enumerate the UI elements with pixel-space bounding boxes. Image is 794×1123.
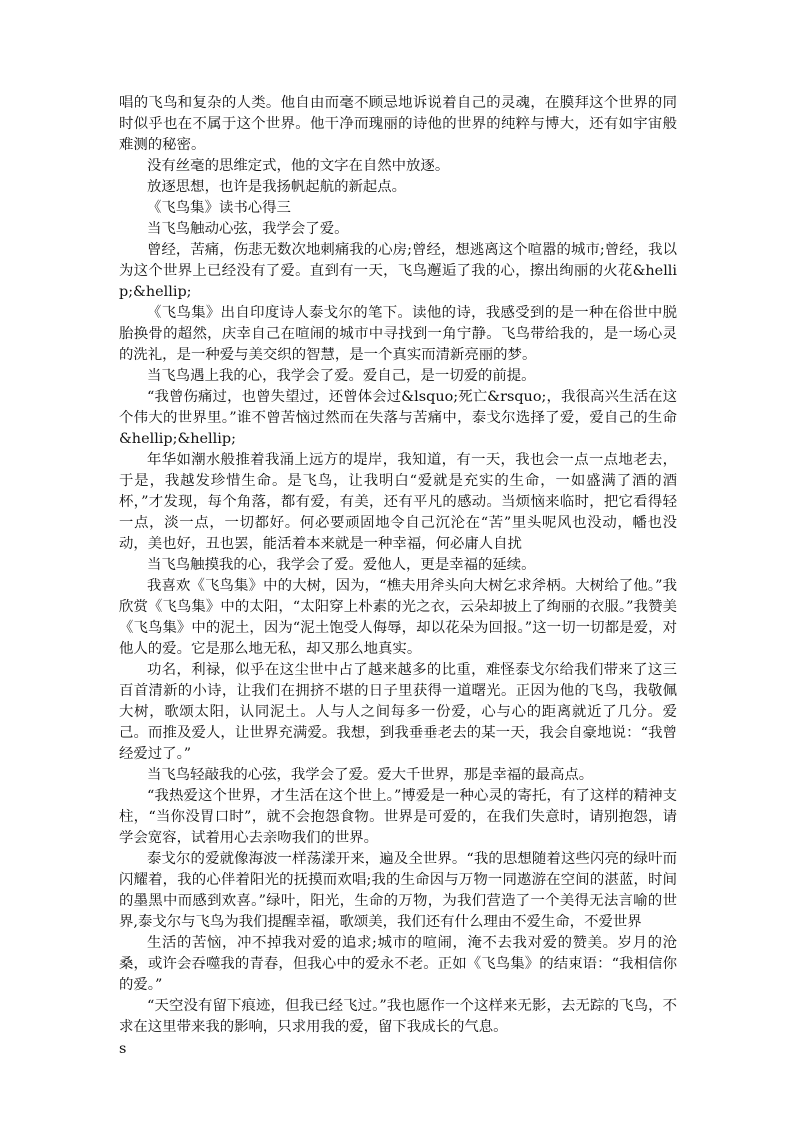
section-heading: 《飞鸟集》读书心得三 [147, 200, 291, 216]
paragraph: 泰戈尔的爱就像海波一样荡漾开来，遍及全世界。“我的思想随着这些闪亮的绿叶而闪耀着，我的心伴着阳光的抚摸而欢唱;我的生命因与万物一同遨游在空间的湛蓝，时间的墨黑中而感到欢喜。”绿叶，阳光，生命的万物，为我们营造了一个美得无法言喻的世界,泰戈尔与飞鸟为我们提醒幸福，歌颂美，我们还有什么理由不爱生命，不爱世界 [119, 851, 677, 930]
paragraph: 曾经，苦痛，伤悲无数次地刺痛我的心房;曾经，想逃离这个喧嚣的城市;曾经，我以为这个世界上已经没有了爱。直到有一天，飞鸟邂逅了我的心，擦出绚丽的火花&hellip;&hellip; [119, 242, 677, 300]
paragraph: 没有丝毫的思维定式，他的文字在自然中放逐。 [147, 158, 450, 174]
paragraph: 当飞鸟触摸我的心，我学会了爱。爱他人，更是幸福的延续。 [147, 557, 536, 573]
paragraph: 生活的苦恼，冲不掉我对爱的追求;城市的喧闹，淹不去我对爱的赞美。岁月的沧桑，或许会吞噬我的青春，但我心中的爱永不老。正如《飞鸟集》的结束语：“我相信你的爱。” [119, 935, 677, 993]
document-body [119, 93, 677, 1060]
paragraph: 当飞鸟轻敲我的心弦，我学会了爱。爱大千世界，那是幸福的最高点。 [147, 767, 594, 783]
paragraph: “我热爱这个世界，才生活在这个世上。”博爱是一种心灵的寄托，有了这样的精神支柱，“当你没胃口时”，就不会抱怨食物。世界是可爱的，在我们失意时，请别抱怨，请学会宽容，试着用心去亲吻我们的世界。 [119, 788, 677, 846]
paragraph: 当飞鸟触动心弦，我学会了爱。 [147, 221, 349, 237]
paragraph: 放逐思想，也许是我扬帆起航的新起点。 [147, 179, 407, 195]
paragraph: 年华如潮水般推着我涌上远方的堤岸，我知道，有一天，我也会一点一点地老去，于是，我越发珍惜生命。是飞鸟，让我明白“爱就是充实的生命，一如盛满了酒的酒杯，”才发现，每个角落，都有爱，有美，还有平凡的感动。当烦恼来临时，把它看得轻一点，淡一点，一切都好。何必要顽固地令自己沉沦在“苦”里头呢风也没动，幡也没动，美也好，丑也罢，能活着本来就是一种幸福，何必庸人自扰 [119, 452, 677, 552]
paragraph: 功名，利禄，似乎在这尘世中占了越来越多的比重，难怪泰戈尔给我们带来了这三百首清新的小诗，让我们在拥挤不堪的日子里获得一道曙光。正因为他的飞鸟，我敬佩大树，歌颂太阳，认同泥土。人与人之间每多一份爱，心与心的距离就近了几分。爱己。而推及爱人，让世界充满爱。我想，到我垂垂老去的某一天，我会自豪地说：“我曾经爱过了。” [119, 662, 677, 762]
paragraph-intro-continuation: 唱的飞鸟和复杂的人类。他自由而毫不顾忌地诉说着自己的灵魂，在膜拜这个世界的同时似乎也在不属于这个世界。他干净而瑰丽的诗他的世界的纯粹与博大，还有如宇宙般难测的秘密。 [119, 95, 677, 153]
paragraph: 当飞鸟遇上我的心，我学会了爱。爱自己，是一切爱的前提。 [147, 368, 536, 384]
paragraph: “天空没有留下痕迹，但我已经飞过。”我也愿作一个这样来无影，去无踪的飞鸟，不求在这里带来我的影响，只求用我的爱，留下我成长的气息。 [119, 998, 677, 1035]
paragraph: 我喜欢《飞鸟集》中的大树，因为，“樵夫用斧头向大树乞求斧柄。大树给了他。”我欣赏《飞鸟集》中的太阳，“太阳穿上朴素的光之衣，云朵却披上了绚丽的衣服。”我赞美《飞鸟集》中的泥土，因为“泥土饱受人侮辱，却以花朵为回报。”这一切一切都是爱，对他人的爱。它是那么地无私，却又那么地真实。 [119, 578, 677, 657]
paragraph: 《飞鸟集》出自印度诗人泰戈尔的笔下。读他的诗，我感受到的是一种在俗世中脱胎换骨的超然，庆幸自己在喧闹的城市中寻找到一角宁静。飞鸟带给我的，是一场心灵的洗礼，是一种爱与美交织的智慧，是一个真实而清新亮丽的梦。 [119, 305, 677, 363]
trailing-mark: s [119, 1041, 127, 1057]
paragraph: “我曾伤痛过，也曾失望过，还曾体会过&lsquo;死亡&rsquo;，我很高兴生活在这个伟大的世界里。”谁不曾苦恼过然而在失落与苦痛中，泰戈尔选择了爱，爱自己的生命&hellip;&hellip; [119, 389, 677, 447]
